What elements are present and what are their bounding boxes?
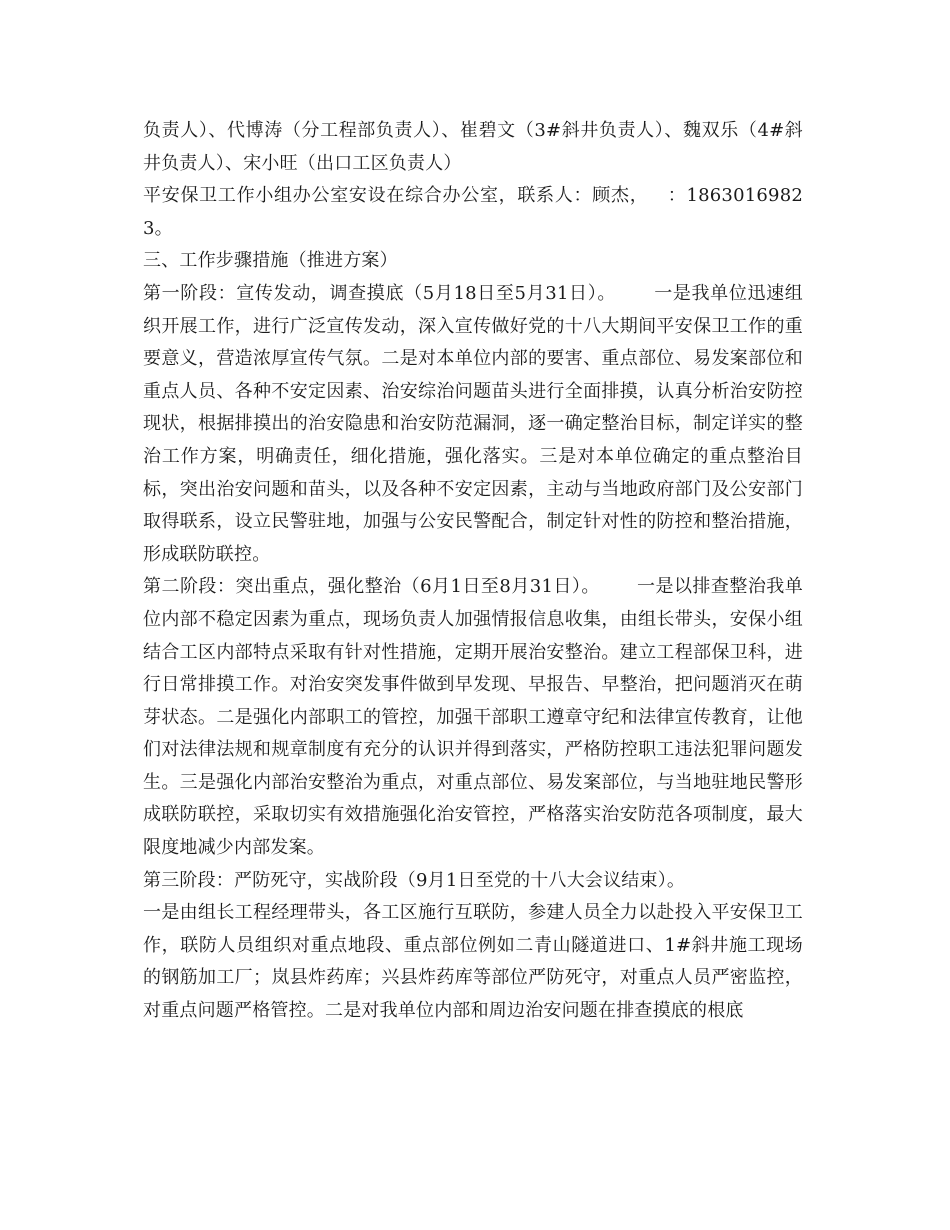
paragraph-phase-three-heading: 第三阶段：严防死守，实战阶段（9月1日至党的十八大会议结束）。 [143,869,686,891]
paragraph-phase-two: 第二阶段：突出重点，强化整治（6月1日至8月31日）。 一是以排查整治我单位内部不稳定因素为重点，现场负责人加强情报信息收集，由组长带头，安保小组结合工区内部特点采取有针对性措施，定期开展治安整治。建立工程部保卫科，进行日常排摸工作。对治安突发事件做到早发现、早报告、早整治，把问题消灭在萌芽状态。二是强化内部职工的管控，加强干部职工遵章守纪和法律宣传教育，让他们对法律法规和规章制度有充分的认识并得到落实，严格防控职工违法犯罪问题发生。三是强化内部治安整治为重点，对重点部位、易发案部位，与当地驻地民警形成联防联控，采取切实有效措施强化治安管控，严格落实治安防范各项制度，最大限度地减少内部发案。 [143,576,803,859]
paragraph-phase-three-body: 一是由组长工程经理带头，各工区施行互联防，参建人员全力以赴投入平安保卫工作，联防人员组织对重点地段、重点部位例如二青山隧道进口、1#斜井施工现场的钢筋加工厂；岚县炸药库；兴县炸药库等部位严防死守，对重点人员严密监控，对重点问题严格管控。二是对我单位内部和周边治安问题在排查摸底的根底 [143,902,803,1022]
document-page [143,115,803,1028]
paragraph-responsible-persons: 负责人）、代博涛（分工程部负责人）、崔碧文（3#斜井负责人）、魏双乐（4#斜井负责人）、宋小旺（出口工区负责人） [143,120,803,174]
paragraph-office-contact: 平安保卫工作小组办公室安设在综合办公室，联系人：顾杰， ：18630169823。 [143,185,803,239]
section-heading-work-steps: 三、工作步骤措施（推进方案） [143,250,398,272]
paragraph-phase-one: 第一阶段：宣传发动，调查摸底（5月18日至5月31日）。 一是我单位迅速组织开展工作，进行广泛宣传发动，深入宣传做好党的十八大期间平安保卫工作的重要意义，营造浓厚宣传气氛。二是对本单位内部的要害、重点部位、易发案部位和重点人员、各种不安定因素、治安综治问题苗头进行全面排摸，认真分析治安防控现状，根据排摸出的治安隐患和治安防范漏洞，逐一确定整治目标，制定详实的整治工作方案，明确责任，细化措施，强化落实。三是对本单位确定的重点整治目标，突出治安问题和苗头，以及各种不安定因素，主动与当地政府部门及公安部门取得联系，设立民警驻地，加强与公安民警配合，制定针对性的防控和整治措施，形成联防联控。 [143,282,803,565]
